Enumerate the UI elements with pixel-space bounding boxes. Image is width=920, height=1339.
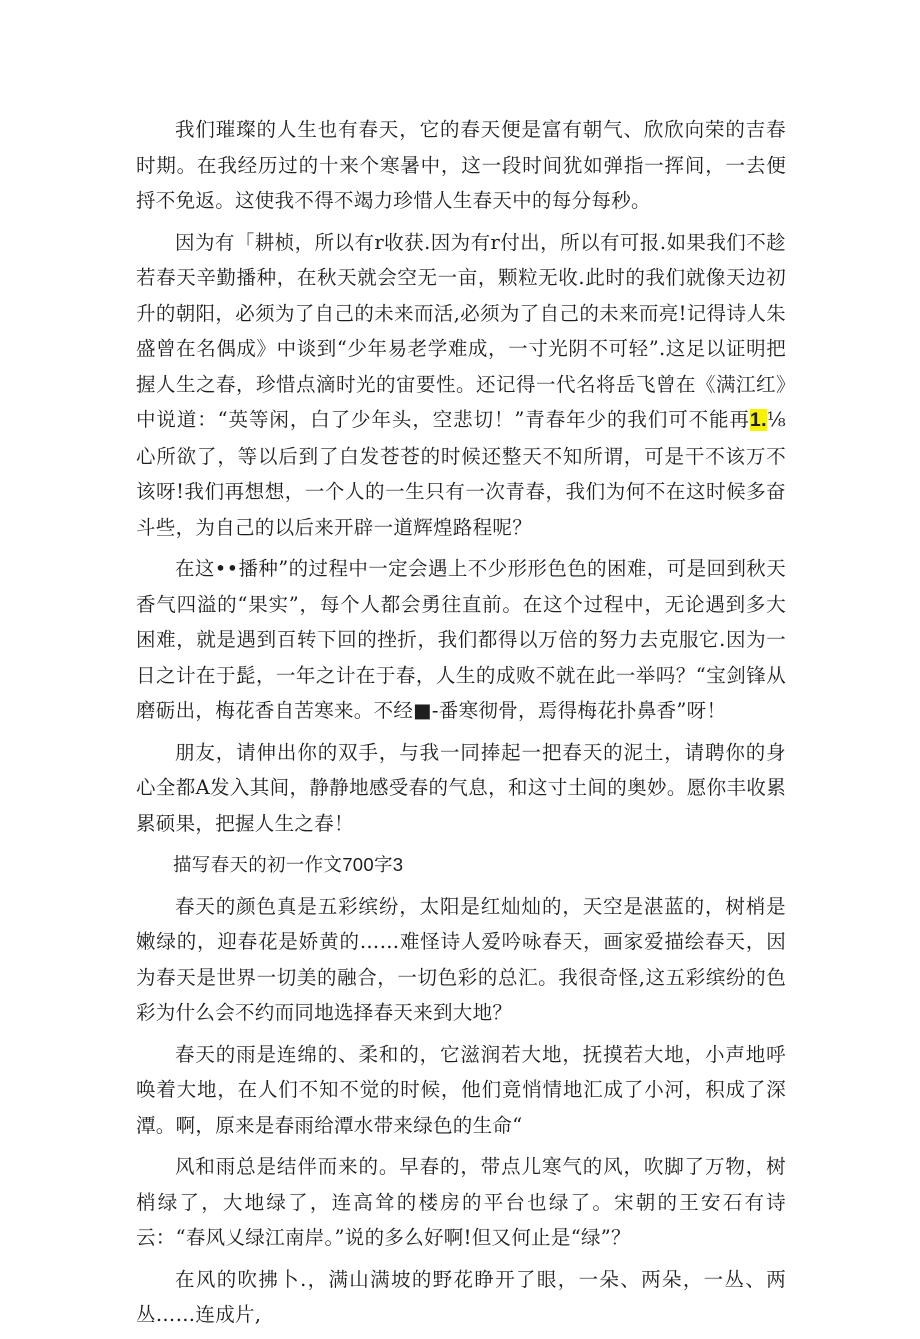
paragraph-4: 朋友，请伸出你的双手，与我一同捧起一把春天的泥土，请聘你的身心全都A发入其间，静静地感受春的气息，和这寸土间的奥妙。愿你丰收累累硕果，把握人生之春！ xyxy=(136,740,786,835)
paragraph-1: 我们璀璨的人生也有春天，它的春天便是富有朝气、欣欣向荣的吉春时期。在我经历过的十来个寒暑中，这一段时间犹如弹指一挥间，一去便捋不免返。这使我不得不竭力珍惜人生春天中的每分每秒。 xyxy=(136,118,786,212)
paragraph-2 xyxy=(136,225,786,546)
document-page xyxy=(136,112,786,1339)
highlighted-text: 1. xyxy=(749,409,767,431)
paragraph-5: 春天的颜色真是五彩缤纷，太阳是红灿灿的，天空是湛蓝的，树梢是嫩绿的，迎春花是娇黄的……难怪诗人爱吟咏春天，画家爱描绘春天，因为春天是世界一切美的融合，一切色彩的总汇。我很奇怪,这五彩缤纷的色彩为什么会不约而同地选择春天来到大地？ xyxy=(136,894,786,1024)
paragraph-3: 在这••播种”的过程中一定会遇上不少形形色色的困难，可是回到秋天香气四溢的“果实”，每个人都会勇往直前。在这个过程中，无论遇到多大困难，就是遇到百转下回的挫折，我们都得以万倍的努力去克服它.因为一日之计在于髭，一年之计在于春，人生的成败不就在此一举吗？“宝剑锋从磨砺出，梅花香自苦寒来。不经■-番寒彻骨，焉得梅花扑鼻香”呀！ xyxy=(136,557,786,722)
paragraph-2-text-after: ⅛心所欲了，等以后到了白发苍苍的时候还整天不知所谓，可是干不该万不该呀!我们再想想，一个人的一生只有一次青春，我们为何不在这时候多奋斗些，为自己的以后来开辟一道辉煌路程呢？ xyxy=(136,408,786,539)
paragraph-2-text-before: 因为有「耕桢，所以有r收获.因为有r付出，所以有可报.如果我们不趁若春天辛勤播种，在秋天就会空无一亩，颗粒无收.此时的我们就像天边初升的朝阳，必须为了自己的未来而活,必须为了自己的未来而亮!记得诗人朱盛曾在名偶成》中谈到“少年易老学难成，一寸光阴不可轻”.这足以证明把握人生之春，珍惜点滴时光的宙要性。还记得一代名将岳飞曾在《满江红》中说道：“英等闲，白了少年头，空悲切！”青春年少的我们可不能再 xyxy=(136,230,786,431)
paragraph-8: 在风的吹拂卜.，满山满坡的野花睁开了眼，一朵、两朵，一丛、两丛……连成片, xyxy=(136,1267,786,1326)
paragraph-7: 风和雨总是结伴而来的。早春的，带点儿寒气的风，吹脚了万物，树梢绿了，大地绿了，连高耸的楼房的平台也绿了。宋朝的王安石有诗云：“春风乂绿江南岸。”说的多么好啊!但又何止是“绿”？ xyxy=(136,1155,786,1249)
section-heading: 描写春天的初一作文700字3 xyxy=(173,854,404,875)
paragraph-6: 春天的雨是连绵的、柔和的，它滋润若大地，抚摸若大地，小声地呼唤着大地，在人们不知不觉的时候，他们竟悄情地汇成了小河，积成了深潭。啊，原来是春雨给潭水带来绿色的生命“ xyxy=(136,1042,786,1137)
